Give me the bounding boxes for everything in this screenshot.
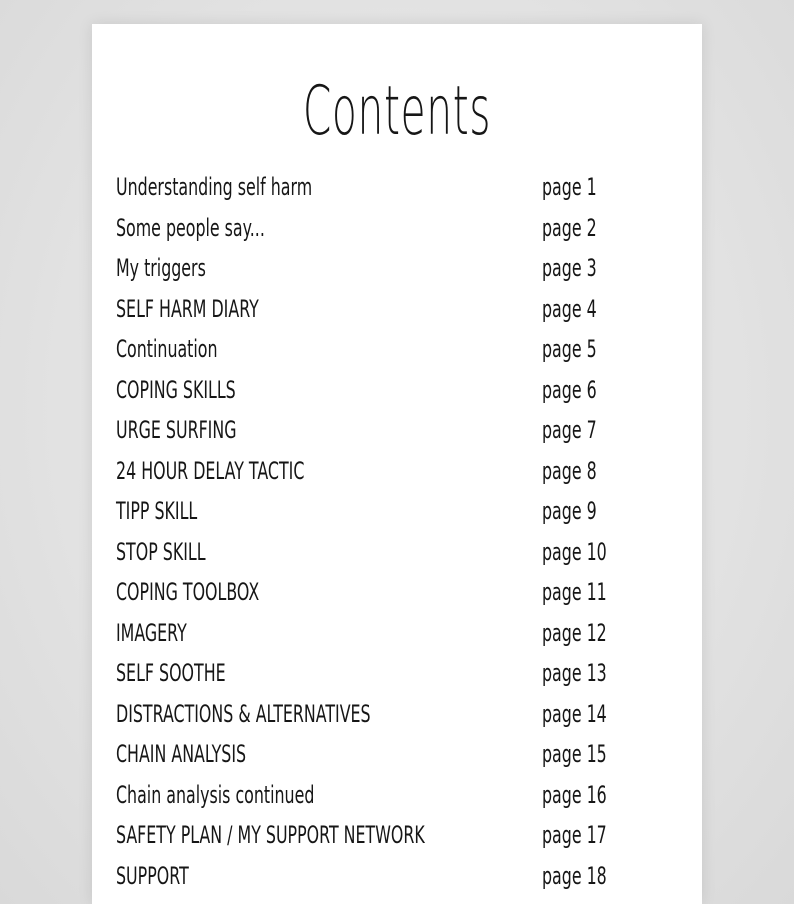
toc-entry-title: Understanding self harm — [116, 173, 313, 201]
toc-entry — [92, 291, 702, 332]
toc-entry-page: page 14 — [542, 699, 607, 728]
toc-entry — [92, 817, 702, 858]
toc-entry-title: Some people say... — [116, 213, 265, 242]
toc-entry — [92, 858, 702, 899]
toc-entry-title: SUPPORT — [116, 861, 189, 890]
toc-entry-page: page 12 — [542, 618, 607, 647]
toc-entry-title: Chain analysis continued — [116, 780, 315, 809]
toc-entry — [92, 453, 702, 494]
toc-entry — [92, 412, 702, 453]
toc-entry — [92, 534, 702, 575]
contents-page — [92, 24, 702, 904]
toc-entry — [92, 169, 702, 210]
toc-entry-title: SELF HARM DIARY — [116, 294, 259, 323]
toc-entry-title: TIPP SKILL — [116, 497, 198, 525]
toc-entry — [92, 736, 702, 777]
toc-entry-title: Continuation — [116, 335, 218, 363]
toc-entry-page: page 9 — [542, 497, 597, 525]
toc-entry-title: SAFETY PLAN / MY SUPPORT NETWORK — [116, 821, 425, 849]
table-of-contents — [92, 169, 702, 898]
toc-entry-page: page 17 — [542, 821, 607, 849]
toc-entry-page: page 7 — [542, 416, 597, 444]
toc-entry-title: COPING TOOLBOX — [116, 578, 260, 606]
toc-entry-page: page 2 — [542, 213, 597, 242]
toc-entry-page: page 4 — [542, 294, 597, 323]
toc-entry-page: page 6 — [542, 375, 597, 404]
toc-entry-page: page 8 — [542, 456, 597, 485]
toc-entry-title: CHAIN ANALYSIS — [116, 740, 247, 768]
toc-entry — [92, 210, 702, 251]
toc-entry-title: My triggers — [116, 254, 206, 282]
toc-entry — [92, 574, 702, 615]
toc-entry-page: page 11 — [542, 578, 607, 606]
toc-entry-page: page 5 — [542, 335, 597, 363]
toc-entry-page: page 3 — [542, 254, 597, 282]
toc-entry-title: STOP SKILL — [116, 537, 206, 566]
toc-entry-page: page 1 — [542, 173, 597, 201]
toc-entry — [92, 493, 702, 534]
toc-entry-title: URGE SURFING — [116, 416, 237, 444]
toc-entry — [92, 615, 702, 656]
toc-entry — [92, 777, 702, 818]
toc-entry-title: DISTRACTIONS & ALTERNATIVES — [116, 699, 371, 728]
toc-entry-page: page 15 — [542, 740, 607, 768]
toc-entry-page: page 16 — [542, 780, 607, 809]
toc-entry-title: IMAGERY — [116, 618, 187, 647]
toc-entry-title: SELF SOOTHE — [116, 659, 226, 687]
toc-entry — [92, 696, 702, 737]
toc-entry-page: page 18 — [542, 861, 607, 890]
toc-entry — [92, 372, 702, 413]
toc-entry-page: page 10 — [542, 537, 607, 566]
toc-entry-page: page 13 — [542, 659, 607, 687]
toc-entry — [92, 250, 702, 291]
toc-entry-title: 24 HOUR DELAY TACTIC — [116, 456, 305, 485]
toc-entry — [92, 655, 702, 696]
toc-entry — [92, 331, 702, 372]
toc-entry-title: COPING SKILLS — [116, 375, 236, 404]
page-title: Contents — [302, 72, 492, 151]
